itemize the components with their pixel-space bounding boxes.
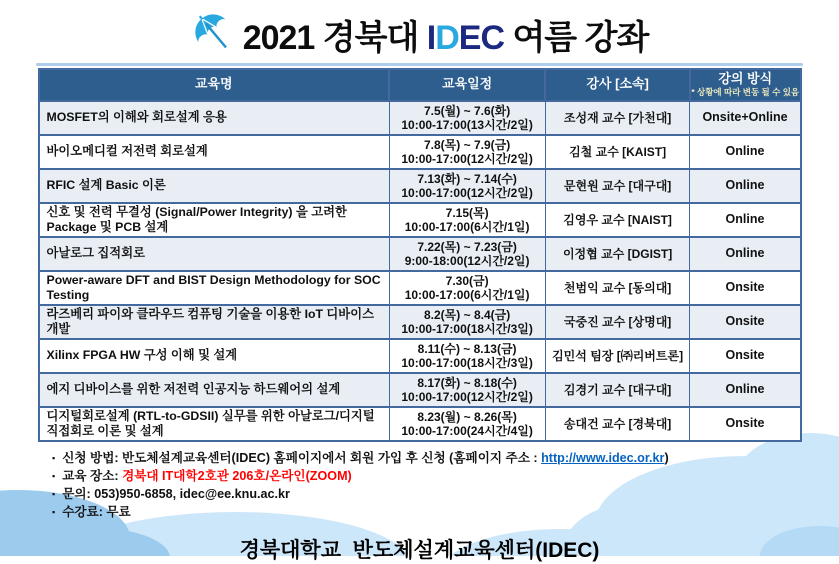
schedule-time: 9:00-18:00(12시간/2일) xyxy=(404,253,530,268)
instructor-cell: 김철 교수 [KAIST] xyxy=(545,135,690,169)
course-name-cell: 라즈베리 파이와 클라우드 컴퓨팅 기술을 이용한 IoT 디바이스 개발 xyxy=(39,305,390,339)
instructor-cell: 김민석 팀장 [㈜리버트론] xyxy=(545,339,690,373)
table-row xyxy=(39,373,801,407)
schedule-time: 10:00-17:00(18시간/3일) xyxy=(401,321,533,336)
column-header-method-label: 강의 방식 xyxy=(718,71,773,86)
idec-logo-text xyxy=(427,19,504,57)
course-name-cell: RFIC 설계 Basic 이론 xyxy=(39,169,390,203)
title-bar xyxy=(0,0,839,60)
schedule-time: 10:00-17:00(12시간/2일) xyxy=(401,389,533,404)
course-name-cell: 신호 및 전력 무결성 (Signal/Power Integrity) 을 고려한 Package 및 PCB 설계 xyxy=(39,203,390,237)
schedule-time: 10:00-17:00(13시간/2일) xyxy=(401,117,533,132)
bullet-icon: ▪ xyxy=(52,470,56,481)
method-cell: Online xyxy=(690,169,801,203)
divider-rule xyxy=(36,63,803,66)
course-name-cell: 바이오메디컬 저전력 회로설계 xyxy=(39,135,390,169)
idec-logo-letter: D xyxy=(435,18,459,57)
table-row xyxy=(39,271,801,305)
instructor-cell: 조성재 교수 [가천대] xyxy=(545,101,690,135)
method-cell: Onsite xyxy=(690,339,801,373)
schedule-cell xyxy=(389,407,545,441)
schedule-cell xyxy=(389,101,545,135)
table-row xyxy=(39,135,801,169)
location-highlight-text: 경북대 IT대학2호관 206호/온라인(ZOOM) xyxy=(122,468,352,483)
method-cell: Online xyxy=(690,203,801,237)
schedule-time: 10:00-17:00(24시간/4일) xyxy=(401,423,533,438)
method-cell: Onsite xyxy=(690,305,801,339)
schedule-date: 8.2(목) ~ 8.4(금) xyxy=(424,307,511,322)
schedule-time: 10:00-17:00(6시간/1일) xyxy=(404,287,530,302)
note-text: 교육 장소: xyxy=(62,468,123,483)
schedule-time: 10:00-17:00(18시간/3일) xyxy=(401,355,533,370)
schedule-cell xyxy=(389,237,545,271)
schedule-time: 10:00-17:00(12시간/2일) xyxy=(401,185,533,200)
note-item xyxy=(52,503,839,521)
instructor-cell: 김영우 교수 [NAIST] xyxy=(545,203,690,237)
schedule-time: 10:00-17:00(6시간/1일) xyxy=(404,219,530,234)
schedule-cell xyxy=(389,305,545,339)
course-name-cell: Xilinx FPGA HW 구성 이해 및 설계 xyxy=(39,339,390,373)
schedule-date: 8.17(화) ~ 8.18(수) xyxy=(417,375,517,390)
instructor-cell: 국중진 교수 [상명대] xyxy=(545,305,690,339)
method-cell: Online xyxy=(690,135,801,169)
note-text: 수강료: 무료 xyxy=(62,504,131,519)
idec-logo-letter: E xyxy=(458,18,481,57)
schedule-date: 7.8(목) ~ 7.9(금) xyxy=(424,137,511,152)
table-row xyxy=(39,169,801,203)
method-cell: Onsite xyxy=(690,271,801,305)
column-header-method-note: * 상황에 따라 변동 될 수 있음 xyxy=(691,86,800,97)
instructor-cell: 문현원 교수 [대구대] xyxy=(545,169,690,203)
schedule-date: 7.22(목) ~ 7.23(금) xyxy=(417,239,517,254)
method-cell: Onsite xyxy=(690,407,801,441)
page-title xyxy=(243,10,649,59)
schedule-cell xyxy=(389,339,545,373)
organization-footer: 경북대학교 반도체설계교육센터(IDEC) xyxy=(239,538,600,562)
course-name-cell: 에지 디바이스를 위한 저전력 인공지능 하드웨어의 설계 xyxy=(39,373,390,407)
column-header-course: 교육명 xyxy=(39,69,390,101)
course-name-cell: Power-aware DFT and BIST Design Methodology for SOC Testing xyxy=(39,271,390,305)
idec-logo-letter: I xyxy=(426,18,436,57)
schedule-date: 7.13(화) ~ 7.14(수) xyxy=(417,171,517,186)
schedule-date: 7.30(금) xyxy=(445,273,489,288)
schedule-cell xyxy=(389,271,545,305)
notes-list xyxy=(52,449,839,521)
course-name-cell: MOSFET의 이해와 회로설계 응용 xyxy=(39,101,390,135)
bullet-icon: ▪ xyxy=(52,488,56,499)
bullet-icon: ▪ xyxy=(52,452,56,463)
course-name-cell: 아날로그 집적회로 xyxy=(39,237,390,271)
title-suffix: 여름 강좌 xyxy=(504,18,649,57)
column-header-schedule: 교육일정 xyxy=(389,69,545,101)
schedule-time: 10:00-17:00(12시간/2일) xyxy=(401,151,533,166)
column-header-method xyxy=(690,69,801,101)
table-row xyxy=(39,339,801,373)
instructor-cell: 김경기 교수 [대구대] xyxy=(545,373,690,407)
course-name-cell: 디지털회로설계 (RTL-to-GDSII) 실무를 위한 아날로그/디지털 직접회로 이론 및 설계 xyxy=(39,407,390,441)
course-table xyxy=(38,68,802,442)
schedule-cell xyxy=(389,203,545,237)
note-text: ) xyxy=(664,450,669,465)
table-row xyxy=(39,305,801,339)
table-row xyxy=(39,101,801,135)
note-text: 신청 방법: 반도체설계교육센터(IDEC) 홈페이지에서 회원 가입 후 신청 (홈페이지 주소 : xyxy=(62,450,542,465)
table-row xyxy=(39,203,801,237)
idec-homepage-link[interactable]: http://www.idec.or.kr xyxy=(541,450,665,465)
schedule-date: 8.23(월) ~ 8.26(목) xyxy=(417,409,517,424)
schedule-date: 7.15(목) xyxy=(445,205,489,220)
schedule-cell xyxy=(389,373,545,407)
instructor-cell: 이정협 교수 [DGIST] xyxy=(545,237,690,271)
note-item xyxy=(52,467,839,485)
schedule-date: 8.11(수) ~ 8.13(금) xyxy=(417,341,517,356)
idec-logo-letter: C xyxy=(480,18,505,57)
method-cell: Onsite+Online xyxy=(690,101,801,135)
schedule-cell xyxy=(389,135,545,169)
method-cell: Online xyxy=(690,237,801,271)
table-header-row xyxy=(39,69,801,101)
schedule-cell xyxy=(389,169,545,203)
column-header-instructor: 강사 [소속] xyxy=(545,69,690,101)
note-item xyxy=(52,485,839,503)
table-row xyxy=(39,237,801,271)
table-row xyxy=(39,407,801,441)
title-prefix: 2021 경북대 xyxy=(242,18,427,57)
schedule-date: 7.5(월) ~ 7.6(화) xyxy=(424,103,511,118)
instructor-cell: 송대건 교수 [경북대] xyxy=(545,407,690,441)
method-cell: Online xyxy=(690,373,801,407)
beach-umbrella-icon xyxy=(191,9,235,60)
instructor-cell: 천범익 교수 [동의대] xyxy=(545,271,690,305)
note-item xyxy=(52,449,839,467)
bullet-icon: ▪ xyxy=(52,506,56,517)
note-text: 문의: 053)950-6858, idec@ee.knu.ac.kr xyxy=(62,486,290,501)
